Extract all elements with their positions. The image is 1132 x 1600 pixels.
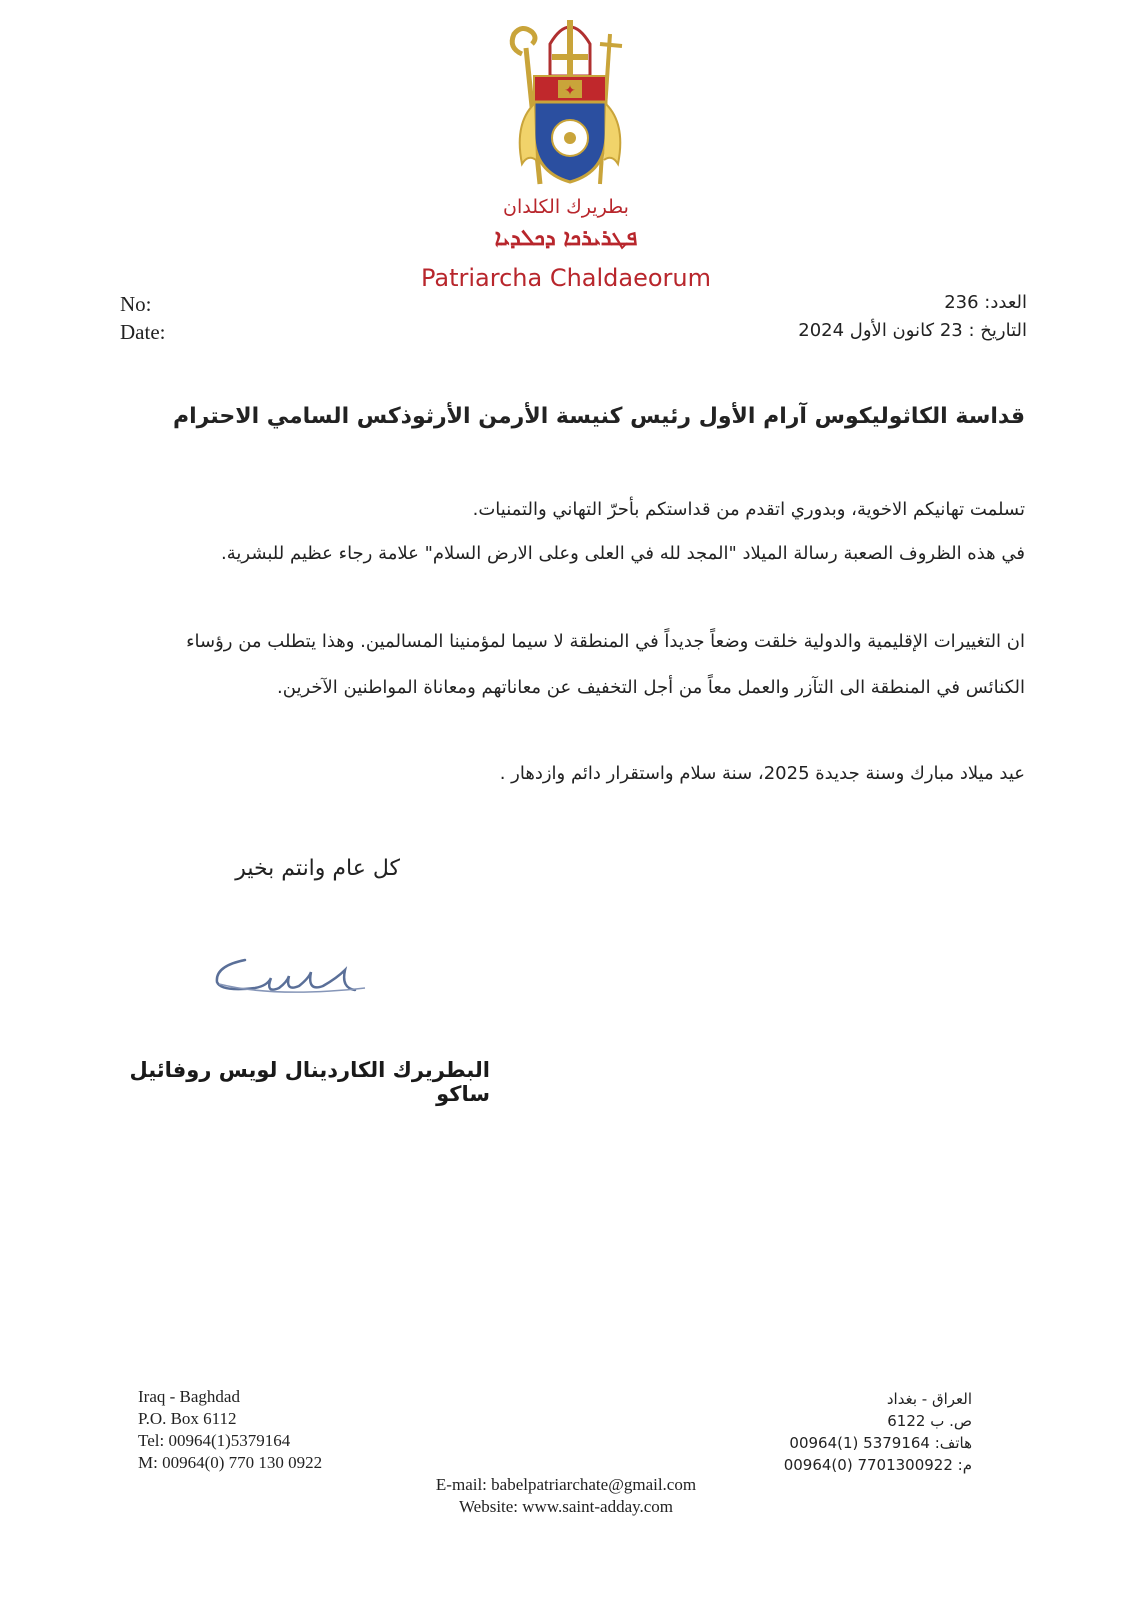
footer-tel-en: Tel: 00964(1)5379164 <box>138 1431 291 1450</box>
date-label-en: Date: <box>120 320 166 344</box>
footer-city-en: Iraq - Baghdad <box>138 1387 240 1406</box>
paragraph-1-line-2: في هذه الظروف الصعبة رسالة الميلاد "المجد لله في العلى وعلى الارض السلام" علامة رجاء عظيم للبشرية. <box>221 543 1025 564</box>
paragraph-2-line-2: الكنائس في المنطقة الى التآزر والعمل معاً من أجل التخفيف عن معاناتهم ومعاناة المواطنين الآخرين. <box>277 677 1025 698</box>
paragraph-2-line-1: ان التغييرات الإقليمية والدولية خلقت وضعاً جديداً في المنطقة لا سيما لمؤمنينا المسالمين. وهذا يتطلب من رؤساء <box>186 631 1025 652</box>
footer-city-ar: العراق - بغداد <box>886 1390 972 1408</box>
paragraph-3: عيد ميلاد مبارك وسنة جديدة 2025، سنة سلام واستقرار دائم وازدهار . <box>499 763 1025 784</box>
footer-mobile-en: M: 00964(0) 770 130 0922 <box>138 1453 323 1472</box>
closing-greeting: كل عام وانتم بخير <box>235 856 400 881</box>
addressee: قداسة الكاثوليكوس آرام الأول رئيس كنيسة الأرمن الأرثوذكس السامي الاحترام <box>173 404 1025 429</box>
footer-email[interactable]: E-mail: babelpatriarchate@gmail.com <box>435 1475 697 1494</box>
patriarchal-coat-of-arms-icon <box>500 14 640 194</box>
letter-date: التاريخ : 23 كانون الأول 2024 <box>798 320 1027 341</box>
header-latin-name: Patriarcha Chaldaeorum <box>420 264 712 292</box>
signature-image <box>205 948 380 1008</box>
signer-name: البطريرك الكاردينال لويس روفائيل ساكو <box>129 1058 490 1106</box>
letter-number: العدد: 236 <box>944 292 1027 313</box>
header-arabic-name: بطريرك الكلدان <box>503 196 629 218</box>
footer-pobox-ar: ص. ب 6122 <box>887 1412 972 1430</box>
svg-text:✦: ✦ <box>564 83 576 99</box>
footer-pobox-en: P.O. Box 6112 <box>138 1409 237 1428</box>
header-syriac-name: ܦܛܪܝܪܟܐ ܕܟܠܕܝܐ <box>494 226 638 251</box>
footer-website[interactable]: Website: www.saint-adday.com <box>458 1497 674 1516</box>
paragraph-1-line-1: تسلمت تهانيكم الاخوية، وبدوري اتقدم من قداستكم بأحرّ التهاني والتمنيات. <box>472 499 1025 520</box>
number-label-en: No: <box>120 292 152 316</box>
footer-mobile-ar: م: 7701300922 (0)00964 <box>783 1456 972 1474</box>
footer-tel-ar: هاتف: 5379164 (1)00964 <box>789 1434 972 1452</box>
